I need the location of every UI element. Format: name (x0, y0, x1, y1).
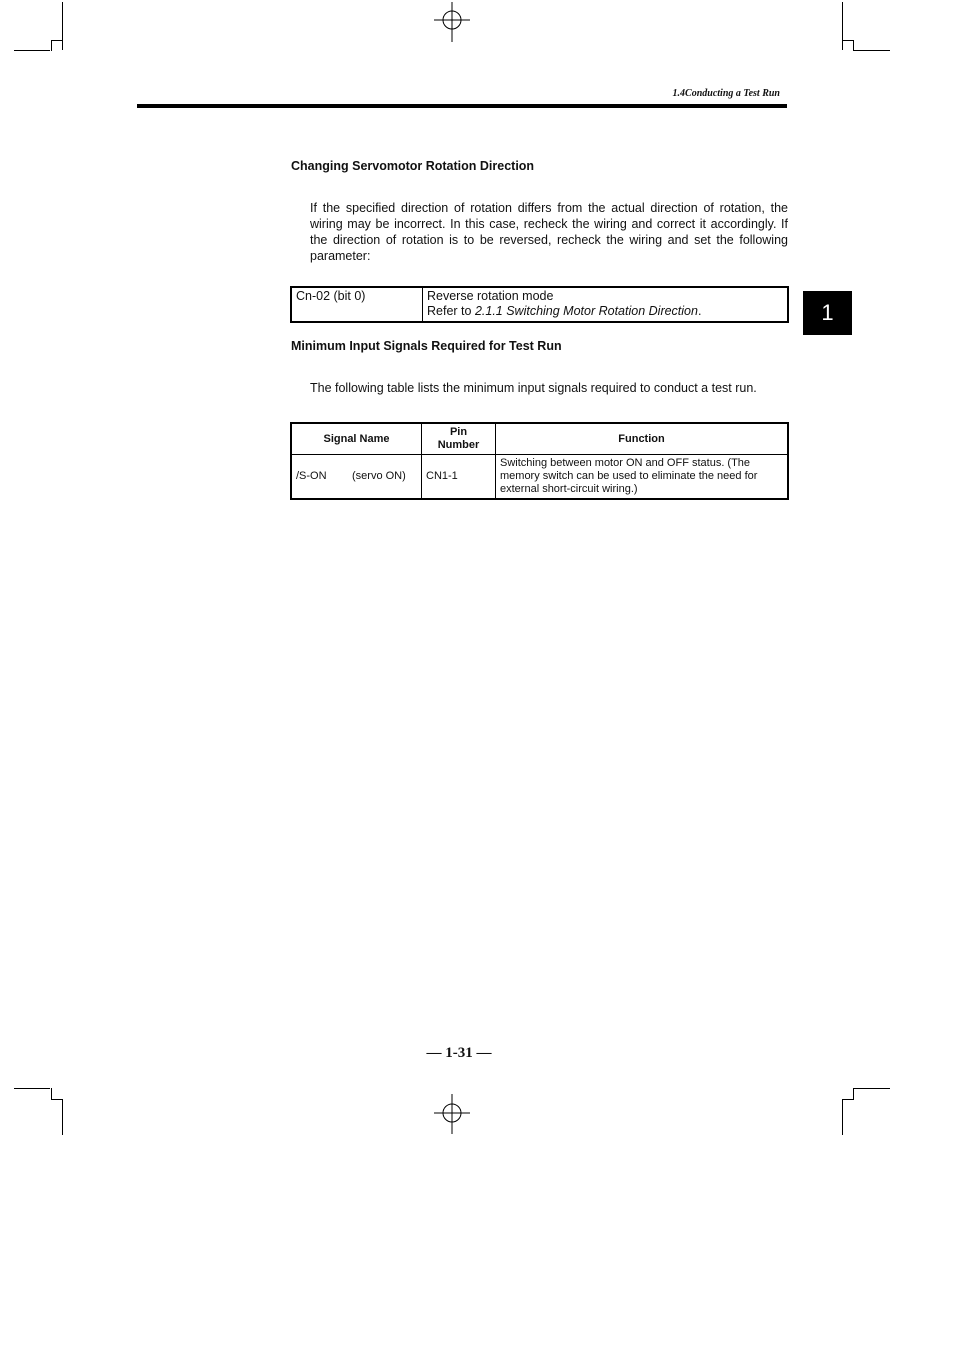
header-pin-line2: Number (437, 439, 480, 451)
parameter-description: Reverse rotation mode (427, 289, 554, 303)
signal-cell (292, 455, 422, 499)
page-number: — 1-31 — (426, 1045, 492, 1061)
rotation-direction-paragraph: If the specified direction of rotation differs from the actual direction of rotation, the wiring may be incorrect. In this case, recheck the wiring and correct it accordingly. If the direction of rotation is to be reversed, recheck the wiring and set the following parameter: (310, 201, 788, 263)
registration-mark-top (432, 2, 472, 42)
function-cell: Switching between motor ON and OFF status. (The memory switch can be used to eliminate the need for external short-circuit wiring.) (496, 455, 788, 499)
parameter-description-cell (423, 288, 788, 322)
header-pin-line1: Pin (449, 426, 468, 438)
signal-table (291, 423, 788, 499)
header-rule (137, 104, 787, 108)
parameter-cell: Cn-02 (bit 0) (292, 288, 423, 322)
minimum-signals-paragraph: The following table lists the minimum input signals required to conduct a test run. (310, 381, 757, 395)
reference-prefix: Refer to (427, 304, 475, 318)
header-signal-name: Signal Name (292, 424, 422, 455)
table-row (292, 288, 788, 322)
running-header: 1.4Conducting a Test Run (672, 88, 780, 99)
reference-suffix: . (697, 304, 702, 318)
signal-description: (servo ON) (352, 470, 406, 482)
pin-cell: CN1-1 (422, 455, 496, 499)
signal-name: /S-ON (296, 470, 327, 482)
registration-mark-bottom (432, 1094, 472, 1134)
table-row (292, 455, 788, 499)
parameter-table (291, 287, 788, 322)
reference-link: 2.1.1 Switching Motor Rotation Direction (474, 304, 698, 318)
section-heading-minimum-signals: Minimum Input Signals Required for Test Run (291, 339, 562, 353)
section-heading-rotation-direction: Changing Servomotor Rotation Direction (291, 159, 535, 173)
header-function: Function (496, 424, 788, 455)
header-pin-number (422, 424, 496, 455)
chapter-tab: 1 (803, 291, 852, 335)
table-header-row (292, 424, 788, 455)
parameter-reference (427, 304, 783, 319)
